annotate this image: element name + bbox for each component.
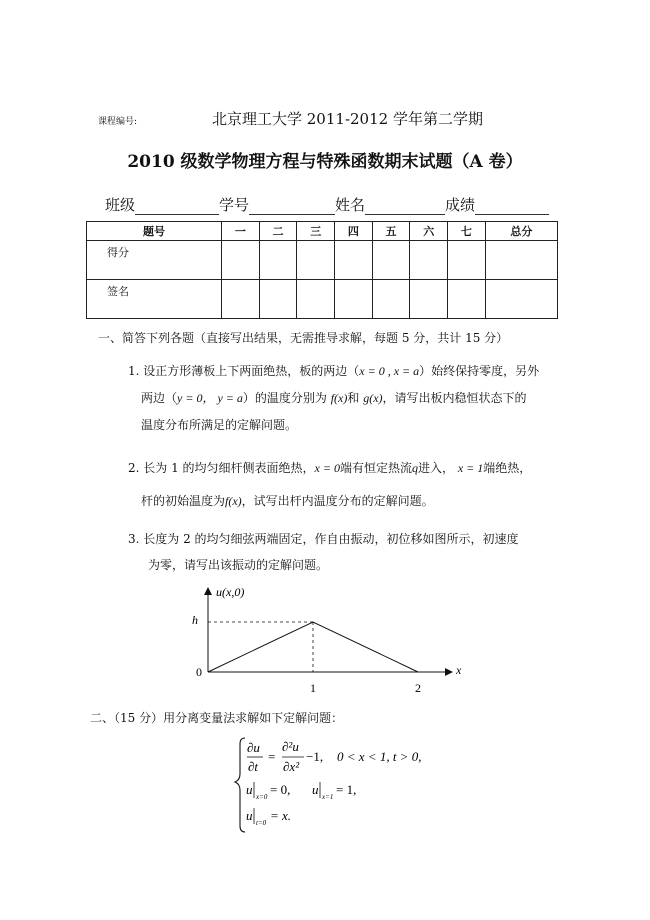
signature-cell[interactable] xyxy=(297,280,335,319)
bc-right-value: = 1, xyxy=(336,782,357,797)
name-label: 姓名 xyxy=(335,196,366,214)
q2-math-f: f(x) xyxy=(225,494,242,508)
score-cell[interactable] xyxy=(297,241,335,280)
q1-math-g: g(x) xyxy=(363,391,383,405)
table-header-cell: 六 xyxy=(410,222,448,241)
origin-label: 0 xyxy=(196,665,202,679)
q1-math-y-boundary: y = 0， y = a xyxy=(177,391,243,405)
score-cell[interactable] xyxy=(335,241,373,280)
q2-line2 xyxy=(141,492,434,509)
q2-text: 长为 1 的均匀细杆侧表面绝热， xyxy=(143,461,315,475)
bc-right-u: u xyxy=(312,782,319,797)
x-tick-label-1: 1 xyxy=(310,681,316,695)
signature-cell[interactable] xyxy=(335,280,373,319)
signature-cell[interactable] xyxy=(410,280,448,319)
q1-math-x-boundary: x = 0 , x = a xyxy=(359,364,420,378)
q2-math-x1: x = 1 xyxy=(457,461,484,475)
q1-text: ）的温度分别为 xyxy=(242,391,327,405)
bc-right-subscript: x=1 xyxy=(322,793,334,801)
score-cell[interactable] xyxy=(485,241,557,280)
class-label: 班级 xyxy=(105,196,136,214)
initial-displacement-figure xyxy=(180,580,480,700)
university-line: 北京理工大学 2011-2012 学年第二学期 xyxy=(212,110,483,128)
score-cell[interactable] xyxy=(448,241,486,280)
score-cell[interactable] xyxy=(372,241,410,280)
table-header-cell: 四 xyxy=(335,222,373,241)
q1-text: 设正方形薄板上下两面绝热，板的两边（ xyxy=(143,364,360,378)
student-info-line xyxy=(105,194,549,215)
pde-source-term: −1, xyxy=(306,749,324,764)
name-field[interactable] xyxy=(365,198,445,215)
score-cell[interactable] xyxy=(259,241,297,280)
score-cell[interactable] xyxy=(410,241,448,280)
grade-label: 成绩 xyxy=(445,196,476,214)
pde-equals: = xyxy=(268,749,276,764)
signature-cell[interactable] xyxy=(372,280,410,319)
score-table xyxy=(86,221,558,319)
q2-number: 2. xyxy=(128,461,140,475)
q1-line2 xyxy=(141,389,527,406)
pde-rhs-numerator: ∂²u xyxy=(282,739,299,754)
q2-math-x0: x = 0 xyxy=(314,461,340,475)
q2-line1 xyxy=(128,459,531,476)
pde-rhs-denominator: ∂x² xyxy=(283,759,300,774)
score-row xyxy=(87,241,558,280)
bc-left-value: = 0, xyxy=(270,782,291,797)
q1-text: 两边（ xyxy=(141,391,178,405)
exam-title: 2010 级数学物理方程与特殊函数期末试题（A 卷） xyxy=(127,152,523,172)
y-axis-label: u(x,0) xyxy=(216,585,245,599)
table-header-cell: 三 xyxy=(297,222,335,241)
course-code-label: 课程编号: xyxy=(98,117,138,127)
signature-cell[interactable] xyxy=(448,280,486,319)
q2-text: 进入， xyxy=(418,461,455,475)
q2-math-q: q xyxy=(412,461,418,475)
table-header-cell: 总分 xyxy=(485,222,557,241)
q3-text: 长度为 2 的均匀细弦两端固定，作自由振动，初位移如图所示，初速度 xyxy=(143,532,519,546)
score-cell[interactable] xyxy=(222,241,260,280)
x-tick-label-2: 2 xyxy=(415,681,421,695)
q2-text: 杆的初始温度为 xyxy=(141,494,226,508)
signature-cell[interactable] xyxy=(259,280,297,319)
ic-subscript: t=0 xyxy=(256,819,267,827)
q1-line1 xyxy=(128,362,539,379)
table-header-cell: 一 xyxy=(222,222,260,241)
bc-left-u: u xyxy=(246,782,253,797)
student-id-label: 学号 xyxy=(219,196,250,214)
ic-u: u xyxy=(246,808,253,823)
q2-text: 端有恒定热流 xyxy=(339,461,412,475)
h-tick-label: h xyxy=(192,613,198,627)
q1-math-f: f(x) xyxy=(330,391,348,405)
pde-domain: 0 < x < 1, t > 0, xyxy=(337,749,422,764)
section2-title: 二、（15 分）用分离变量法求解如下定解问题： xyxy=(90,711,344,725)
q3-line1 xyxy=(128,530,519,547)
left-brace xyxy=(235,738,245,832)
table-header-cell: 七 xyxy=(448,222,486,241)
table-header-cell: 五 xyxy=(372,222,410,241)
signature-cell[interactable] xyxy=(485,280,557,319)
pde-lhs-denominator: ∂t xyxy=(248,759,259,774)
signature-row-label: 签名 xyxy=(87,280,222,319)
q1-line3: 温度分布所满足的定解问题。 xyxy=(141,418,298,432)
grade-field[interactable] xyxy=(475,198,549,215)
q1-number: 1. xyxy=(128,364,140,378)
q1-text: ，请写出板内稳恒状态下的 xyxy=(382,391,527,405)
q1-text: 和 xyxy=(347,391,360,405)
q2-text: ，试写出杆内温度分布的定解问题。 xyxy=(241,494,434,508)
q3-line2: 为零，请写出该振动的定解问题。 xyxy=(148,558,329,572)
q2-text: 端绝热， xyxy=(483,461,532,475)
score-row-label: 得分 xyxy=(87,241,222,280)
table-header-cell: 二 xyxy=(259,222,297,241)
pde-lhs-numerator: ∂u xyxy=(247,740,260,755)
pde-system xyxy=(232,730,482,840)
bc-left-subscript: x=0 xyxy=(256,793,268,801)
signature-cell[interactable] xyxy=(222,280,260,319)
score-table-header-row xyxy=(87,222,558,241)
section1-title: 一、简答下列各题（直接写出结果，无需推导求解，每题 5 分，共计 15 分） xyxy=(98,331,509,345)
x-axis-label: x xyxy=(456,663,462,677)
q3-number: 3. xyxy=(128,532,140,546)
student-id-field[interactable] xyxy=(249,198,335,215)
class-field[interactable] xyxy=(135,198,219,215)
q1-text: ）始终保持零度，另外 xyxy=(419,364,540,378)
table-header-cell: 题号 xyxy=(87,222,222,241)
signature-row xyxy=(87,280,558,319)
ic-value: = x. xyxy=(270,808,292,823)
